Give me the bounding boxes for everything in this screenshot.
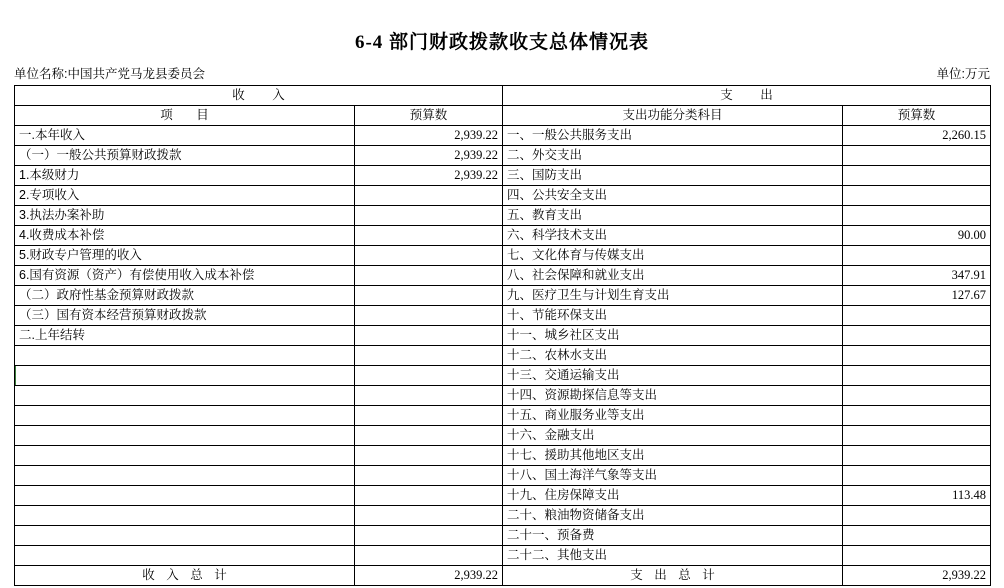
income-item-value[interactable] bbox=[355, 266, 503, 286]
expense-item-value[interactable] bbox=[843, 466, 991, 486]
income-item-label[interactable]: 4.收费成本补偿 bbox=[15, 226, 355, 246]
income-item-label[interactable]: 1.本级财力 bbox=[15, 166, 355, 186]
budget-table bbox=[14, 85, 991, 586]
table-row bbox=[15, 246, 991, 266]
table-row bbox=[15, 146, 991, 166]
expense-total-label: 支 出 总 计 bbox=[503, 566, 843, 586]
income-item-label[interactable] bbox=[15, 426, 355, 446]
expense-total-value: 2,939.22 bbox=[843, 566, 991, 586]
income-item-label[interactable]: （三）国有资本经营预算财政拨款 bbox=[15, 306, 355, 326]
income-item-label[interactable]: （一）一般公共预算财政拨款 bbox=[15, 146, 355, 166]
income-item-value[interactable] bbox=[355, 506, 503, 526]
expense-item-value[interactable] bbox=[843, 406, 991, 426]
income-item-value[interactable] bbox=[355, 186, 503, 206]
income-item-label[interactable] bbox=[15, 486, 355, 506]
table-row bbox=[15, 506, 991, 526]
expense-item-label[interactable]: 六、科学技术支出 bbox=[503, 226, 843, 246]
income-item-value[interactable] bbox=[355, 246, 503, 266]
expense-item-label[interactable]: 九、医疗卫生与计划生育支出 bbox=[503, 286, 843, 306]
expense-item-value[interactable]: 113.48 bbox=[843, 486, 991, 506]
table-row bbox=[15, 226, 991, 246]
group-header-expense: 支 出 bbox=[503, 86, 991, 106]
income-item-label[interactable] bbox=[15, 366, 355, 386]
income-item-label[interactable]: 2.专项收入 bbox=[15, 186, 355, 206]
unit-measure-label: 单位:万元 bbox=[936, 67, 990, 81]
table-row bbox=[15, 186, 991, 206]
table-row bbox=[15, 546, 991, 566]
income-item-value[interactable] bbox=[355, 406, 503, 426]
income-item-label[interactable] bbox=[15, 346, 355, 366]
income-item-label[interactable] bbox=[15, 446, 355, 466]
expense-item-label[interactable]: 四、公共安全支出 bbox=[503, 186, 843, 206]
expense-item-value[interactable]: 127.67 bbox=[843, 286, 991, 306]
column-header-row bbox=[15, 106, 991, 126]
income-item-label[interactable]: （二）政府性基金预算财政拨款 bbox=[15, 286, 355, 306]
expense-item-label[interactable]: 二、外交支出 bbox=[503, 146, 843, 166]
income-item-label[interactable]: 6.国有资源（资产）有偿使用收入成本补偿 bbox=[15, 266, 355, 286]
income-item-value[interactable] bbox=[355, 286, 503, 306]
expense-item-value[interactable] bbox=[843, 446, 991, 466]
expense-item-label[interactable]: 二十一、预备费 bbox=[503, 526, 843, 546]
expense-item-label[interactable]: 二十二、其他支出 bbox=[503, 546, 843, 566]
table-row bbox=[15, 126, 991, 146]
table-row bbox=[15, 526, 991, 546]
income-item-label[interactable]: 二.上年结转 bbox=[15, 326, 355, 346]
unit-name-label: 单位名称:中国共产党马龙县委员会 bbox=[14, 67, 205, 81]
column-header-expense-budget: 预算数 bbox=[843, 106, 991, 126]
expense-item-value[interactable] bbox=[843, 306, 991, 326]
expense-item-label[interactable]: 十七、援助其他地区支出 bbox=[503, 446, 843, 466]
income-item-label[interactable]: 3.执法办案补助 bbox=[15, 206, 355, 226]
income-item-label[interactable] bbox=[15, 526, 355, 546]
table-row bbox=[15, 206, 991, 226]
page-title: 6-4 部门财政拨款收支总体情况表 bbox=[354, 32, 650, 53]
expense-item-value[interactable] bbox=[843, 386, 991, 406]
expense-item-label[interactable]: 二十、粮油物资储备支出 bbox=[503, 506, 843, 526]
table-row bbox=[15, 366, 991, 386]
income-item-value[interactable] bbox=[355, 546, 503, 566]
expense-item-label[interactable]: 十九、住房保障支出 bbox=[503, 486, 843, 506]
income-item-value[interactable] bbox=[355, 386, 503, 406]
expense-item-value[interactable] bbox=[843, 246, 991, 266]
expense-item-value[interactable] bbox=[843, 366, 991, 386]
income-item-label[interactable]: 一.本年收入 bbox=[15, 126, 355, 146]
expense-item-value[interactable] bbox=[843, 326, 991, 346]
expense-item-label[interactable]: 十二、农林水支出 bbox=[503, 346, 843, 366]
income-item-value[interactable]: 2,939.22 bbox=[355, 166, 503, 186]
income-item-value[interactable] bbox=[355, 466, 503, 486]
expense-item-value[interactable] bbox=[843, 186, 991, 206]
column-header-expense-item: 支出功能分类科目 bbox=[503, 106, 843, 126]
column-header-income-item: 项 目 bbox=[15, 106, 355, 126]
table-row bbox=[15, 466, 991, 486]
income-item-value[interactable] bbox=[355, 366, 503, 386]
income-item-value[interactable] bbox=[355, 526, 503, 546]
expense-item-label[interactable]: 十五、商业服务业等支出 bbox=[503, 406, 843, 426]
income-item-value[interactable] bbox=[355, 206, 503, 226]
expense-item-value[interactable] bbox=[843, 426, 991, 446]
table-row bbox=[15, 446, 991, 466]
income-total-value: 2,939.22 bbox=[355, 566, 503, 586]
expense-item-value[interactable]: 347.91 bbox=[843, 266, 991, 286]
table-row bbox=[15, 386, 991, 406]
expense-item-value[interactable]: 2,260.15 bbox=[843, 126, 991, 146]
income-item-value[interactable] bbox=[355, 426, 503, 446]
income-item-value[interactable]: 2,939.22 bbox=[355, 126, 503, 146]
group-header-income: 收 入 bbox=[15, 86, 503, 106]
expense-item-value[interactable] bbox=[843, 346, 991, 366]
table-row bbox=[15, 306, 991, 326]
table-row bbox=[15, 406, 991, 426]
expense-item-value[interactable] bbox=[843, 146, 991, 166]
expense-item-label[interactable]: 十一、城乡社区支出 bbox=[503, 326, 843, 346]
income-item-value[interactable]: 2,939.22 bbox=[355, 146, 503, 166]
expense-item-value[interactable] bbox=[843, 166, 991, 186]
column-header-income-budget: 预算数 bbox=[355, 106, 503, 126]
income-total-label: 收 入 总 计 bbox=[15, 566, 355, 586]
expense-item-label[interactable]: 八、社会保障和就业支出 bbox=[503, 266, 843, 286]
table-row bbox=[15, 326, 991, 346]
income-item-label[interactable]: 5.财政专户管理的收入 bbox=[15, 246, 355, 266]
income-item-label[interactable] bbox=[15, 506, 355, 526]
table-row bbox=[15, 166, 991, 186]
table-row bbox=[15, 266, 991, 286]
expense-item-value[interactable] bbox=[843, 206, 991, 226]
totals-row bbox=[15, 566, 991, 586]
expense-item-label[interactable]: 一、一般公共服务支出 bbox=[503, 126, 843, 146]
expense-item-label[interactable]: 十六、金融支出 bbox=[503, 426, 843, 446]
income-item-value[interactable] bbox=[355, 486, 503, 506]
expense-item-value[interactable] bbox=[843, 526, 991, 546]
meta-row bbox=[0, 64, 1004, 85]
income-item-value[interactable] bbox=[355, 226, 503, 246]
income-item-value[interactable] bbox=[355, 306, 503, 326]
income-item-label[interactable] bbox=[15, 406, 355, 426]
table-row bbox=[15, 426, 991, 446]
income-item-label[interactable] bbox=[15, 466, 355, 486]
expense-item-value[interactable] bbox=[843, 506, 991, 526]
expense-item-label[interactable]: 七、文化体育与传媒支出 bbox=[503, 246, 843, 266]
table-row bbox=[15, 486, 991, 506]
expense-item-value[interactable]: 90.00 bbox=[843, 226, 991, 246]
expense-item-label[interactable]: 十三、交通运输支出 bbox=[503, 366, 843, 386]
group-header-row bbox=[15, 86, 991, 106]
expense-item-label[interactable]: 十四、资源勘探信息等支出 bbox=[503, 386, 843, 406]
table-row bbox=[15, 286, 991, 306]
expense-item-label[interactable]: 十八、国土海洋气象等支出 bbox=[503, 466, 843, 486]
income-item-value[interactable] bbox=[355, 346, 503, 366]
expense-item-label[interactable]: 三、国防支出 bbox=[503, 166, 843, 186]
expense-item-label[interactable]: 十、节能环保支出 bbox=[503, 306, 843, 326]
income-item-label[interactable] bbox=[15, 386, 355, 406]
table-row bbox=[15, 346, 991, 366]
expense-item-value[interactable] bbox=[843, 546, 991, 566]
income-item-value[interactable] bbox=[355, 446, 503, 466]
expense-item-label[interactable]: 五、教育支出 bbox=[503, 206, 843, 226]
income-item-value[interactable] bbox=[355, 326, 503, 346]
income-item-label[interactable] bbox=[15, 546, 355, 566]
